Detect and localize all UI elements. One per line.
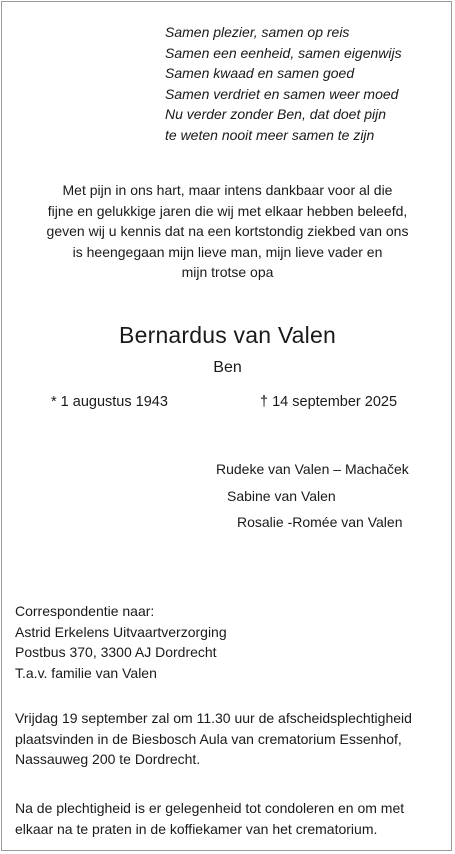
poem-line: Nu verder zonder Ben, dat doet pijn [165, 106, 387, 122]
condolence-line: Na de plechtigheid is er gelegenheid tot condoleren en om met [15, 800, 405, 816]
ceremony-details [15, 708, 412, 770]
announcement-line: mijn trotse opa [181, 264, 274, 280]
poem [165, 22, 402, 145]
correspondence-line: Correspondentie naar: [15, 603, 155, 619]
ceremony-line: Vrijdag 19 september zal om 11.30 uur de afscheidsplechtigheid [15, 710, 412, 726]
condolence-details [15, 798, 404, 839]
announcement-line: is heengegaan mijn lieve man, mijn lieve vader en [72, 243, 383, 260]
poem-line: Samen verdriet en samen weer moed [165, 85, 399, 102]
correspondence-line: Astrid Erkelens Uitvaartverzorging [15, 623, 227, 640]
announcement-line: Met pijn in ons hart, maar intens dankbaar voor al die [62, 182, 393, 198]
condolence-line: elkaar na te praten in de koffiekamer van het crematorium. [15, 820, 378, 837]
poem-line: Samen kwaad en samen goed [165, 65, 355, 81]
family-member: Rosalie -Romée van Valen [237, 514, 403, 530]
announcement-text [2, 180, 453, 283]
announcement-line: geven wij u kennis dat na een kortstondig ziekbed van ons [46, 223, 409, 239]
birth-date: * 1 augustus 1943 [51, 394, 168, 410]
correspondence-address [15, 601, 227, 683]
poem-line: Samen een eenheid, samen eigenwijs [165, 44, 402, 61]
correspondence-line: Postbus 370, 3300 AJ Dordrecht [15, 644, 217, 660]
announcement-line: fijne en gelukkige jaren die wij met elkaar hebben beleefd, [47, 202, 408, 219]
ceremony-line: Nassauweg 200 te Dordrecht. [15, 751, 201, 767]
family-member: Rudeke van Valen – Machaček [216, 461, 409, 477]
correspondence-line: T.a.v. familie van Valen [15, 664, 157, 681]
poem-line: te weten nooit meer samen te zijn [165, 126, 375, 143]
family-member: Sabine van Valen [227, 488, 336, 504]
ceremony-line: plaatsvinden in de Biesbosch Aula van crematorium Essenhof, [15, 730, 402, 747]
deceased-name: Bernardus van Valen [119, 322, 336, 348]
deceased-nickname: Ben [213, 359, 242, 376]
death-date: † 14 september 2025 [260, 394, 398, 410]
poem-line: Samen plezier, samen op reis [165, 24, 350, 40]
obituary-card [1, 1, 452, 851]
